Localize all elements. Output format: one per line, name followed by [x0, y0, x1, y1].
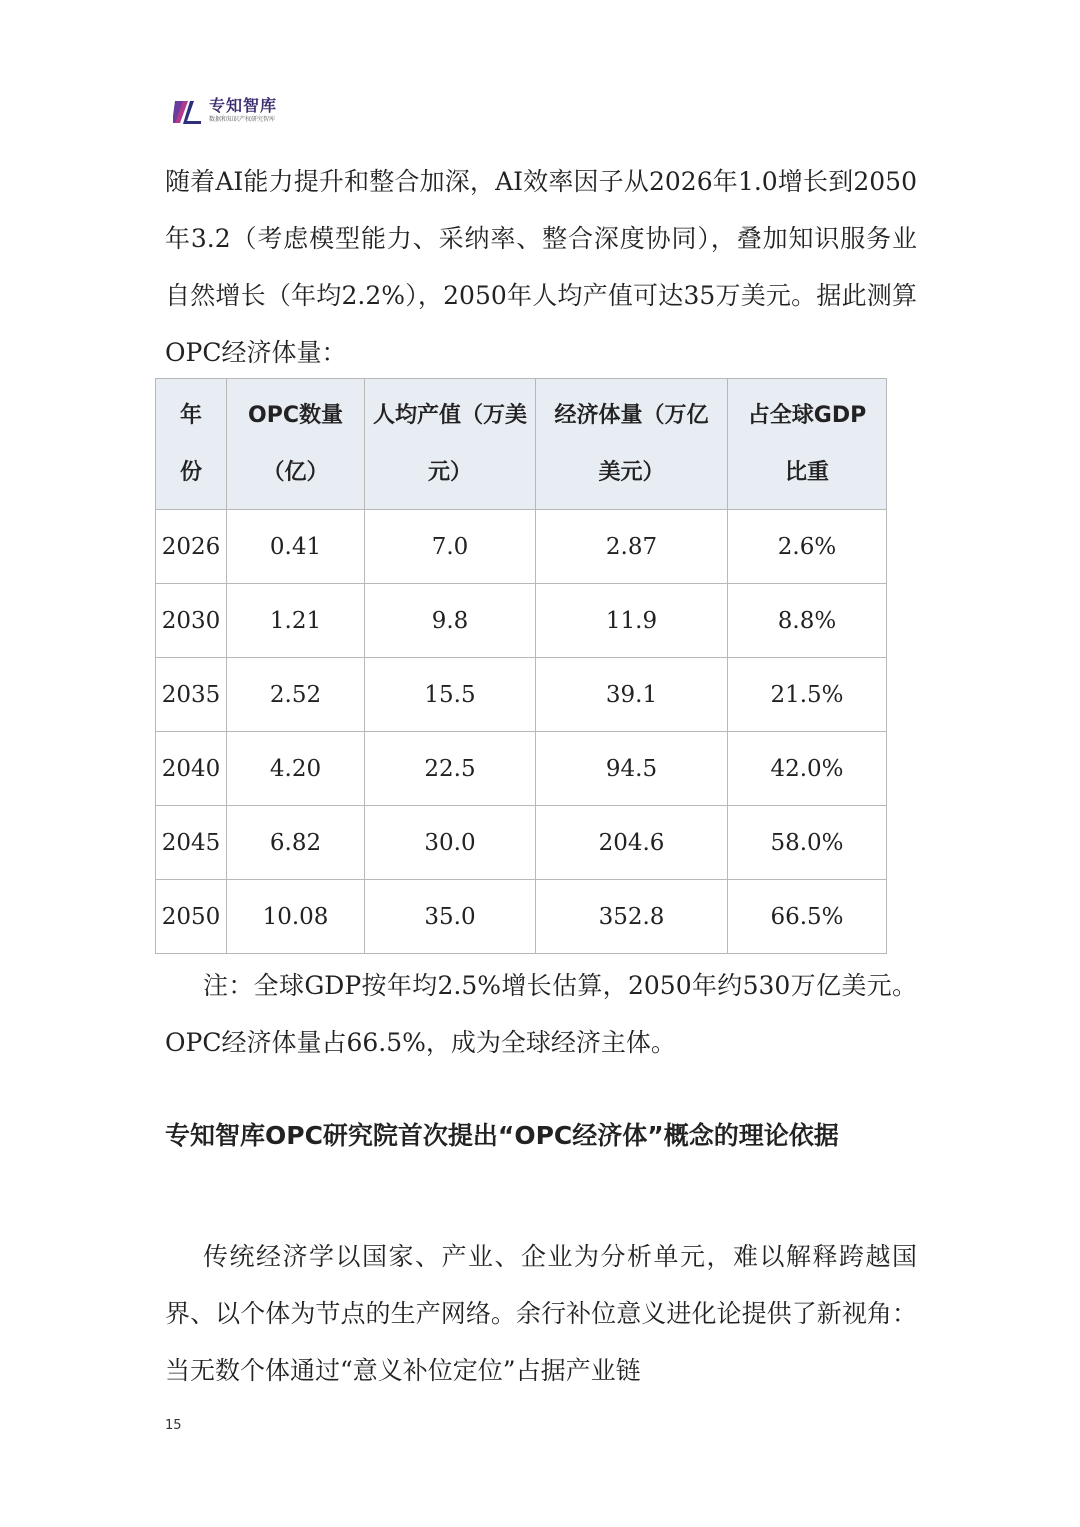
table-note: 注：全球GDP按年均2.5%增长估算，2050年约530万亿美元。OPC经济体量占66.5%，成为全球经济主体。	[165, 971, 917, 1057]
opc-economy-table	[155, 378, 887, 954]
logo	[173, 97, 277, 127]
table-row	[156, 806, 887, 880]
cell-year: 2030	[156, 584, 227, 658]
table-row	[156, 880, 887, 954]
cell-per-capita-output: 22.5	[365, 732, 536, 806]
page-number: 15	[165, 1418, 182, 1433]
header-economic-volume: 经济体量（万亿美元）	[536, 379, 728, 510]
cell-opc-count: 10.08	[227, 880, 365, 954]
cell-per-capita-output: 30.0	[365, 806, 536, 880]
header-per-capita-output: 人均产值（万美元）	[365, 379, 536, 510]
table-header-row	[156, 379, 887, 510]
cell-gdp-share: 58.0%	[728, 806, 887, 880]
cell-year: 2045	[156, 806, 227, 880]
cell-per-capita-output: 35.0	[365, 880, 536, 954]
table-row	[156, 584, 887, 658]
cell-year: 2026	[156, 510, 227, 584]
zl-logo-icon	[173, 97, 203, 127]
cell-opc-count: 2.52	[227, 658, 365, 732]
logo-tagline: 数据和知识产权研究智库	[209, 116, 276, 123]
cell-economic-volume: 39.1	[536, 658, 728, 732]
cell-opc-count: 1.21	[227, 584, 365, 658]
cell-gdp-share: 2.6%	[728, 510, 887, 584]
cell-year: 2040	[156, 732, 227, 806]
table-row	[156, 510, 887, 584]
cell-per-capita-output: 7.0	[365, 510, 536, 584]
cell-gdp-share: 66.5%	[728, 880, 887, 954]
table-row	[156, 658, 887, 732]
paragraph-theory-basis: 传统经济学以国家、产业、企业为分析单元，难以解释跨越国界、以个体为节点的生产网络。余行补位意义进化论提供了新视角：当无数个体通过“意义补位定位”占据产业链	[165, 1242, 917, 1385]
cell-gdp-share: 42.0%	[728, 732, 887, 806]
header-year: 年份	[156, 379, 227, 510]
header-opc-count: OPC数量（亿）	[227, 379, 365, 510]
paragraph-ai-efficiency: 随着AI能力提升和整合加深，AI效率因子从2026年1.0增长到2050年3.2（考虑模型能力、采纳率、整合深度协同），叠加知识服务业自然增长（年均2.2%），2050年人均产值可达35万美元。据此测算OPC经济体量：	[165, 167, 917, 367]
cell-opc-count: 4.20	[227, 732, 365, 806]
header-global-gdp-share: 占全球GDP比重	[728, 379, 887, 510]
cell-economic-volume: 94.5	[536, 732, 728, 806]
cell-opc-count: 6.82	[227, 806, 365, 880]
cell-gdp-share: 21.5%	[728, 658, 887, 732]
cell-per-capita-output: 15.5	[365, 658, 536, 732]
cell-per-capita-output: 9.8	[365, 584, 536, 658]
cell-economic-volume: 11.9	[536, 584, 728, 658]
cell-opc-count: 0.41	[227, 510, 365, 584]
cell-year: 2035	[156, 658, 227, 732]
cell-gdp-share: 8.8%	[728, 584, 887, 658]
cell-economic-volume: 2.87	[536, 510, 728, 584]
cell-economic-volume: 204.6	[536, 806, 728, 880]
cell-economic-volume: 352.8	[536, 880, 728, 954]
table-row	[156, 732, 887, 806]
section-heading: 专知智库OPC研究院首次提出“OPC经济体”概念的理论依据	[165, 1121, 839, 1150]
cell-year: 2050	[156, 880, 227, 954]
logo-name: 专知智库	[209, 96, 278, 115]
